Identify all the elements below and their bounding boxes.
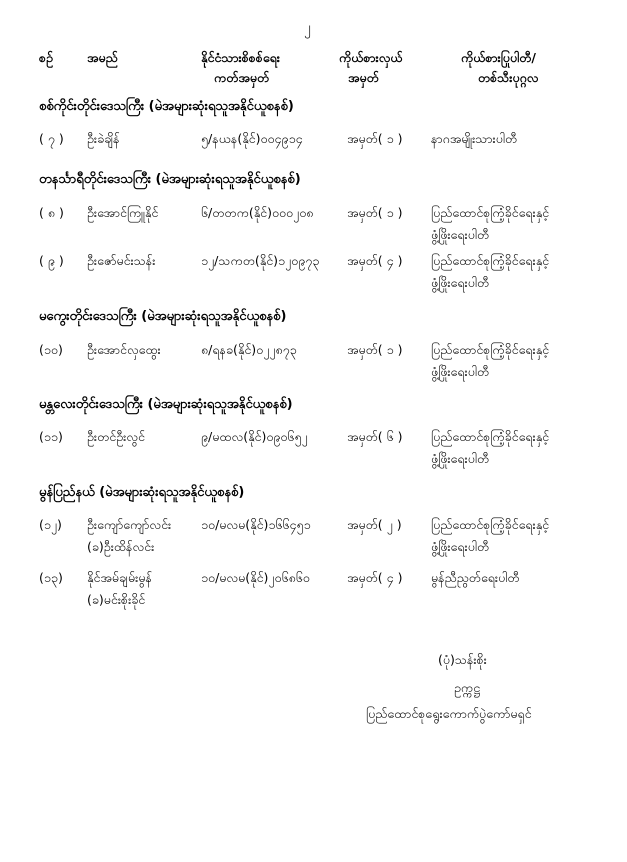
- row-nrc: ၅/နယန(နိုင်)၀၀၄၉၁၄: [201, 131, 303, 146]
- signature-signed: (ပုံ)သန်းစိုး: [438, 652, 487, 667]
- row-nrc: ၉/မထလ(နိုင်)၀၉၀၆၅၂: [201, 429, 308, 444]
- row-name: ဦးအောင်ကြူနိုင်: [87, 205, 159, 220]
- row-party-line2: ဖွံ့ဖြိုးရေးပါတီ: [431, 275, 490, 290]
- row-party: ပြည်ထောင်စုကြံ့ခိုင်ရေးနှင့်: [431, 342, 550, 357]
- row-name: ဦးအောင်လှထွေး: [87, 342, 161, 357]
- row-serial: ( ၉ ): [39, 253, 64, 268]
- row-rep: အမှတ်( ၁ ): [347, 342, 403, 357]
- row-nrc: ၁၀/မလမ(နိုင်)၂၀၆၈၆၀: [201, 570, 310, 585]
- header-rep-line2: အမှတ်: [348, 70, 379, 85]
- row-nrc: ၁၂/သကတ(နိုင်)၁၂၀၉၇၃: [201, 253, 320, 268]
- row-name: ဦးတင်ဦးလွင်: [87, 429, 145, 444]
- row-rep: အမှတ်( ၆ ): [347, 429, 403, 444]
- header-nrc-line1: နိုင်ငံသားစိစစ်ရေး: [201, 50, 280, 65]
- row-party-line2: ဖွံ့ဖြိုးရေးပါတီ: [431, 364, 490, 379]
- row-name: ဦးခဲချိန်: [87, 131, 120, 146]
- row-party: နာဂအမျိုးသားပါတီ: [431, 131, 518, 146]
- header-party-line2: တစ်သီးပုဂ္ဂလ: [478, 70, 539, 85]
- header-party-line1: ကိုယ်စားပြုပါတီ/: [461, 50, 536, 65]
- header-serial: စဉ်: [39, 50, 53, 65]
- row-party: ပြည်ထောင်စုကြံ့ခိုင်ရေးနှင့်: [431, 429, 550, 444]
- row-name-alias: (ခ)ဦးထိန်လင်း: [87, 539, 155, 554]
- signature-organization: ပြည်ထောင်စုရွေးကောက်ပွဲကော်မရှင်: [366, 706, 532, 721]
- page-number: ၂: [304, 20, 311, 36]
- row-party: ပြည်ထောင်စုကြံ့ခိုင်ရေးနှင့်: [431, 253, 550, 268]
- section-title: မကွေးတိုင်းဒေသကြီး (မဲအများဆုံးရသူအနိုင်ယူစနစ်): [39, 309, 287, 324]
- row-party-line2: ဖွံ့ဖြိုးရေးပါတီ: [431, 451, 490, 466]
- row-rep: အမှတ်( ၁ ): [347, 131, 403, 146]
- row-name: နိုင်အမ်ချမ်းမွန်: [87, 570, 152, 585]
- row-rep: အမှတ်( ၄ ): [347, 253, 403, 268]
- row-serial: (၁၀): [39, 342, 63, 357]
- row-party: ပြည်ထောင်စုကြံ့ခိုင်ရေးနှင့်: [431, 205, 550, 220]
- row-party: ပြည်ထောင်စုကြံ့ခိုင်ရေးနှင့်: [431, 517, 550, 532]
- row-rep: အမှတ်( ၁ ): [347, 205, 403, 220]
- section-title: စစ်ကိုင်းတိုင်းဒေသကြီး (မဲအများဆုံးရသူအနိုင်ယူစနစ်): [39, 99, 294, 114]
- header-nrc-line2: ကတ်အမှတ်: [214, 70, 270, 85]
- row-serial: (၁၁): [39, 429, 63, 444]
- row-name-alias: (ခ)မင်းစိုးခိုင်: [87, 592, 146, 607]
- signature-title: ဥက္ကဋ္ဌ: [454, 680, 480, 695]
- section-title: မွန်ပြည်နယ် (မဲအများဆုံးရသူအနိုင်ယူစနစ်): [39, 485, 245, 500]
- row-serial: (၁၃): [39, 570, 63, 585]
- section-title: တနင်္သာရီတိုင်းဒေသကြီး (မဲအများဆုံးရသူအနိုင်ယူစနစ်): [39, 172, 301, 187]
- row-party: မွန်ညီညွတ်ရေးပါတီ: [431, 570, 520, 585]
- row-nrc: ၁၀/မလမ(နိုင်)၁၆၆၄၅၁: [201, 517, 311, 532]
- row-party-line2: ဖွံ့ဖြိုးရေးပါတီ: [431, 539, 490, 554]
- row-name: ဦးဇော်မင်းသန်း: [87, 253, 156, 268]
- row-nrc: ၈/ရနခ(နိုင်)၀၂၂၈၇၃: [201, 342, 297, 357]
- row-nrc: ၆/တတက(နိုင်)၀၀၀၂၀၈: [201, 205, 314, 220]
- section-title: မန္တလေးတိုင်းဒေသကြီး (မဲအများဆုံးရသူအနိုင်ယူစနစ်): [39, 397, 293, 412]
- row-name: ဦးကျော်ကျော်လင်း: [87, 517, 172, 532]
- row-party-line2: ဖွံ့ဖြိုးရေးပါတီ: [431, 227, 490, 242]
- header-name: အမည်: [87, 50, 118, 65]
- row-rep: အမှတ်( ၄ ): [347, 570, 403, 585]
- header-rep-line1: ကိုယ်စားလှယ်: [339, 50, 403, 65]
- row-serial: ( ၈ ): [39, 205, 64, 220]
- row-rep: အမှတ်( ၂ ): [347, 517, 402, 532]
- row-serial: ( ၇ ): [39, 131, 64, 146]
- row-serial: (၁၂): [39, 517, 62, 532]
